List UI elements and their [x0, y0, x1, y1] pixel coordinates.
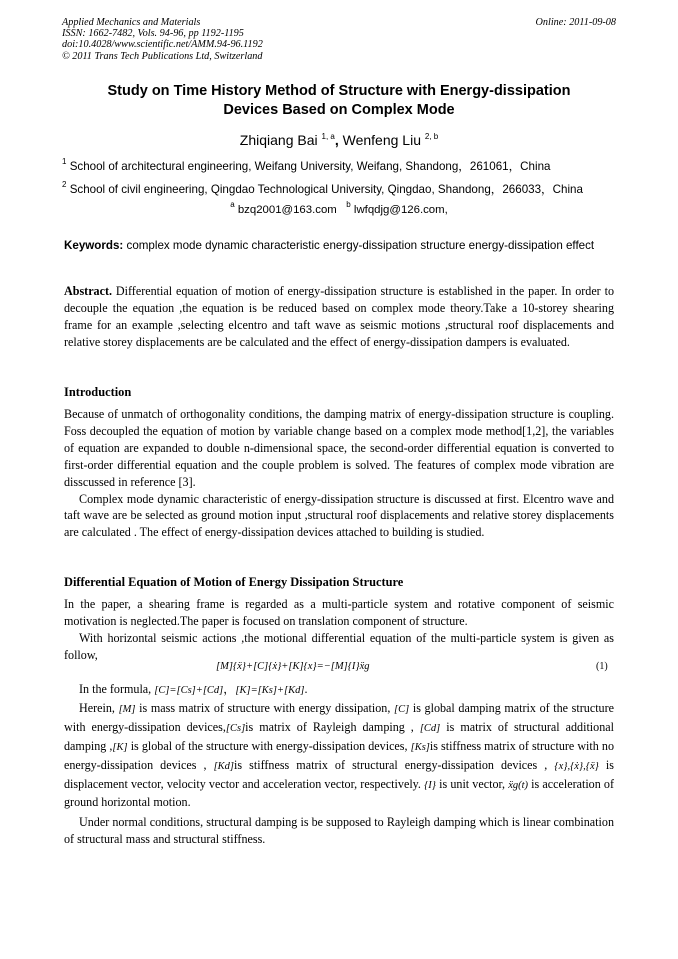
symbol-Cs: [Cs]: [225, 722, 246, 734]
affiliation-2-text: School of civil engineering, Qingdao Technological University, Qingdao, Shandong，266033，China: [69, 183, 583, 196]
author-list: Zhiqiang Bai $^{1, a}$, Wenfeng Liu $^{2, b}$: [239, 132, 439, 148]
paper-title: [62, 82, 616, 120]
p3-text-f: is global of the structure with energy-dissipation devices,: [130, 738, 408, 753]
email-b-sup: b: [346, 200, 351, 209]
formula-k: [K]=[Ks]+[Kd]: [235, 685, 305, 696]
abstract-label: Abstract.: [64, 284, 113, 298]
p3-text-k: is acceleration of ground horizontal motion.: [64, 776, 614, 810]
symbol-K: [K]: [112, 741, 128, 753]
author-2: Wenfeng Liu: [342, 132, 421, 148]
journal-name: Applied Mechanics and Materials: [62, 17, 201, 28]
doi-line: doi:10.4028/www.scientific.net/AMM.94-96.1192: [62, 39, 263, 51]
abstract-text: Differential equation of motion of energy-dissipation structure is established in the paper. In order to decouple the equation ,the equation is be reduced based on complex mode theory.Take a 10-storey shearing frame for an example ,selecting elcentro and taft wave as seismic motions ,structural roof displacements and relative storey displacements are be calculated and the effect of energy-dissipation dampers is evaluated.: [64, 284, 614, 349]
issn-line: ISSN: 1662-7482, Vols. 94-96, pp 1192-1195: [62, 28, 244, 40]
formula-c: [C]=[Cs]+[Cd]: [154, 685, 224, 696]
formula-line: [64, 681, 614, 700]
keywords: [64, 239, 614, 253]
author-2-sup: 2, b: [424, 132, 439, 141]
section-2-paragraph-1: In the paper, a shearing frame is regarded as a multi-particle system and rotative component of seismic motivation is neglected.The paper is focused on translation component of structure.: [64, 597, 614, 628]
formula-separator: ，: [223, 682, 236, 696]
journal-header: [62, 17, 616, 62]
section-2-paragraph-4: Under normal conditions, structural damping is be supposed to Rayleigh damping which is linear combination of structural mass and structural stiffness.: [64, 815, 614, 847]
symbol-vectors: {x},{ẋ},{ẍ}: [554, 760, 599, 772]
symbol-C: [C]: [394, 703, 410, 715]
symbol-Kd: [Kd]: [213, 760, 235, 772]
online-date: Online: 2011-09-08: [535, 17, 616, 28]
abstract: [64, 283, 614, 351]
title-line-2: Devices Based on Complex Mode: [223, 102, 455, 118]
symbol-Cd: [Cd]: [419, 722, 441, 734]
symbol-xg: ẍg(t): [508, 779, 529, 791]
introduction-heading: Introduction: [64, 385, 132, 399]
p3-text-b: is mass matrix of structure with energy dissipation,: [139, 700, 391, 715]
affiliation-1-sup: 1: [62, 157, 67, 166]
p3-text-i: is displacement vector, velocity vector and acceleration vector, respectively.: [64, 757, 614, 791]
p3-text-e: is matrix of structural additional damping ,: [64, 719, 614, 753]
p3-text-d: is matrix of Rayleigh damping ,: [245, 719, 414, 734]
equation-1: [M]{ẍ}+[C]{ẋ}+[K]{x}=−[M]{I}ẍg: [216, 661, 370, 672]
equation-1-number: (1): [596, 661, 608, 672]
p3-text-a: Herein,: [79, 700, 115, 715]
symbol-I: {I}: [424, 779, 437, 791]
author-1-sup: 1, a: [321, 132, 335, 141]
symbol-M: [M]: [118, 703, 136, 715]
introduction-paragraph-2: Complex mode dynamic characteristic of energy-dissipation structure is discussed at first. Elcentro wave and taft wave are be selected as ground motion input ,structural roof displacements and relative storey displacements are calculated . The effect of energy-dissipation devices attached to building is studied.: [64, 491, 614, 540]
affiliation-2-sup: 2: [62, 180, 67, 189]
section-2-heading: Differential Equation of Motion of Energy Dissipation Structure: [64, 575, 404, 589]
email-a[interactable]: bzq2001@163.com: [237, 204, 337, 216]
section-2-paragraph-3: [64, 700, 614, 811]
section-2-paragraph-2: With horizontal seismic actions ,the motional differential equation of the multi-particle system is given as follow,: [64, 630, 614, 662]
p3-text-c: is global damping matrix of the structure with energy-dissipation devices,: [64, 700, 614, 734]
copyright-line: © 2011 Trans Tech Publications Ltd, Switzerland: [62, 50, 263, 62]
author-1: Zhiqiang Bai: [239, 132, 318, 148]
introduction-body: [64, 406, 614, 541]
section-2-body-a: [64, 596, 614, 664]
section-2-body-b: [64, 681, 614, 848]
p3-text-h: is stiffness matrix of structural energy-dissipation devices ,: [234, 757, 548, 772]
formula-intro: In the formula,: [79, 682, 152, 696]
affiliation-1: [62, 158, 616, 174]
p3-text-g: is stiffness matrix of structure with no energy-dissipation devices ,: [64, 738, 614, 772]
keywords-text: complex mode dynamic characteristic energy-dissipation structure energy-dissipation effect: [126, 239, 595, 252]
symbol-Ks: [Ks]: [410, 741, 430, 753]
affiliation-2: [62, 181, 616, 197]
formula-end: .: [304, 682, 308, 696]
introduction-paragraph-1: Because of unmatch of orthogonality conditions, the damping matrix of energy-dissipation structure is coupling. Foss decoupled the equation of motion by variable change based on a complex mode method[1,2], the variables of equation are expanded to double n-dimensional space, the second-order differential equation is converted to first-order differential equation and the couple problem is solved. The features of complex mode vibration are disscussed in reference [3].: [64, 407, 614, 489]
affiliation-1-text: School of architectural engineering, Weifang University, Weifang, Shandong，261061，China: [69, 160, 551, 173]
title-line-1: Study on Time History Method of Structure with Energy-dissipation: [107, 83, 571, 99]
email-b[interactable]: lwfqdjg@126.com,: [353, 204, 448, 216]
email-line: [62, 200, 616, 216]
email-a-sup: a: [230, 200, 235, 209]
p3-text-j: is unit vector,: [439, 776, 506, 791]
keywords-label: Keywords:: [64, 239, 124, 252]
